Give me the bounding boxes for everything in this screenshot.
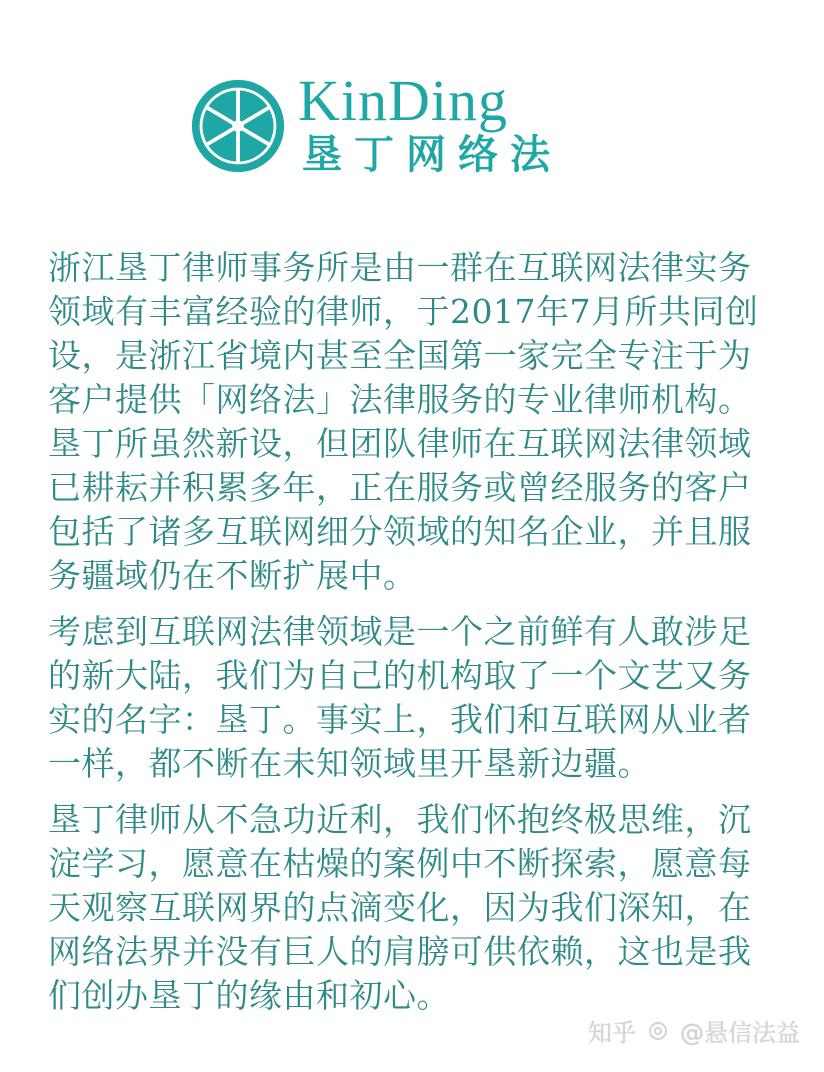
brand-english-name: KinDing	[298, 68, 508, 133]
at-icon	[648, 1021, 668, 1041]
lime-slice-logo-icon	[190, 78, 286, 174]
paragraph-1: 浙江垦丁律师事务所是由一群在互联网法律实务领域有丰富经验的律师，于2017年7月所共同创设，是浙江省境内甚至全国第一家完全专注于为客户提供「网络法」法律服务的专业律师机构。垦丁所虽然新设，但团队律师在互联网法律领域已耕耘并积累多年，正在服务或曾经服务的客户包括了诸多互联网细分领域的知名企业，并且服务疆域仍在不断扩展中。	[48, 248, 759, 595]
brand-chinese-name: 垦丁网络法	[302, 132, 562, 178]
paragraph-3: 垦丁律师从不急功近利，我们怀抱终极思维，沉淀学习，愿意在枯燥的案例中不断探索，愿意每天观察互联网界的点滴变化，因为我们深知，在网络法界并没有巨人的肩膀可供依赖，这也是我们创办垦丁的缘由和初心。	[48, 800, 752, 1015]
paragraph-2: 考虑到互联网法律领域是一个之前鲜有人敢涉足的新大陆，我们为自己的机构取了一个文艺又务实的名字：垦丁。事实上，我们和互联网从业者一样，都不断在未知领域里开垦新边疆。	[48, 612, 752, 783]
watermark	[588, 1013, 800, 1048]
brand-logo	[190, 70, 610, 180]
author-handle: @悬信法益	[680, 1019, 800, 1047]
platform-name: 知乎	[588, 1019, 636, 1047]
main-content	[48, 246, 776, 1030]
